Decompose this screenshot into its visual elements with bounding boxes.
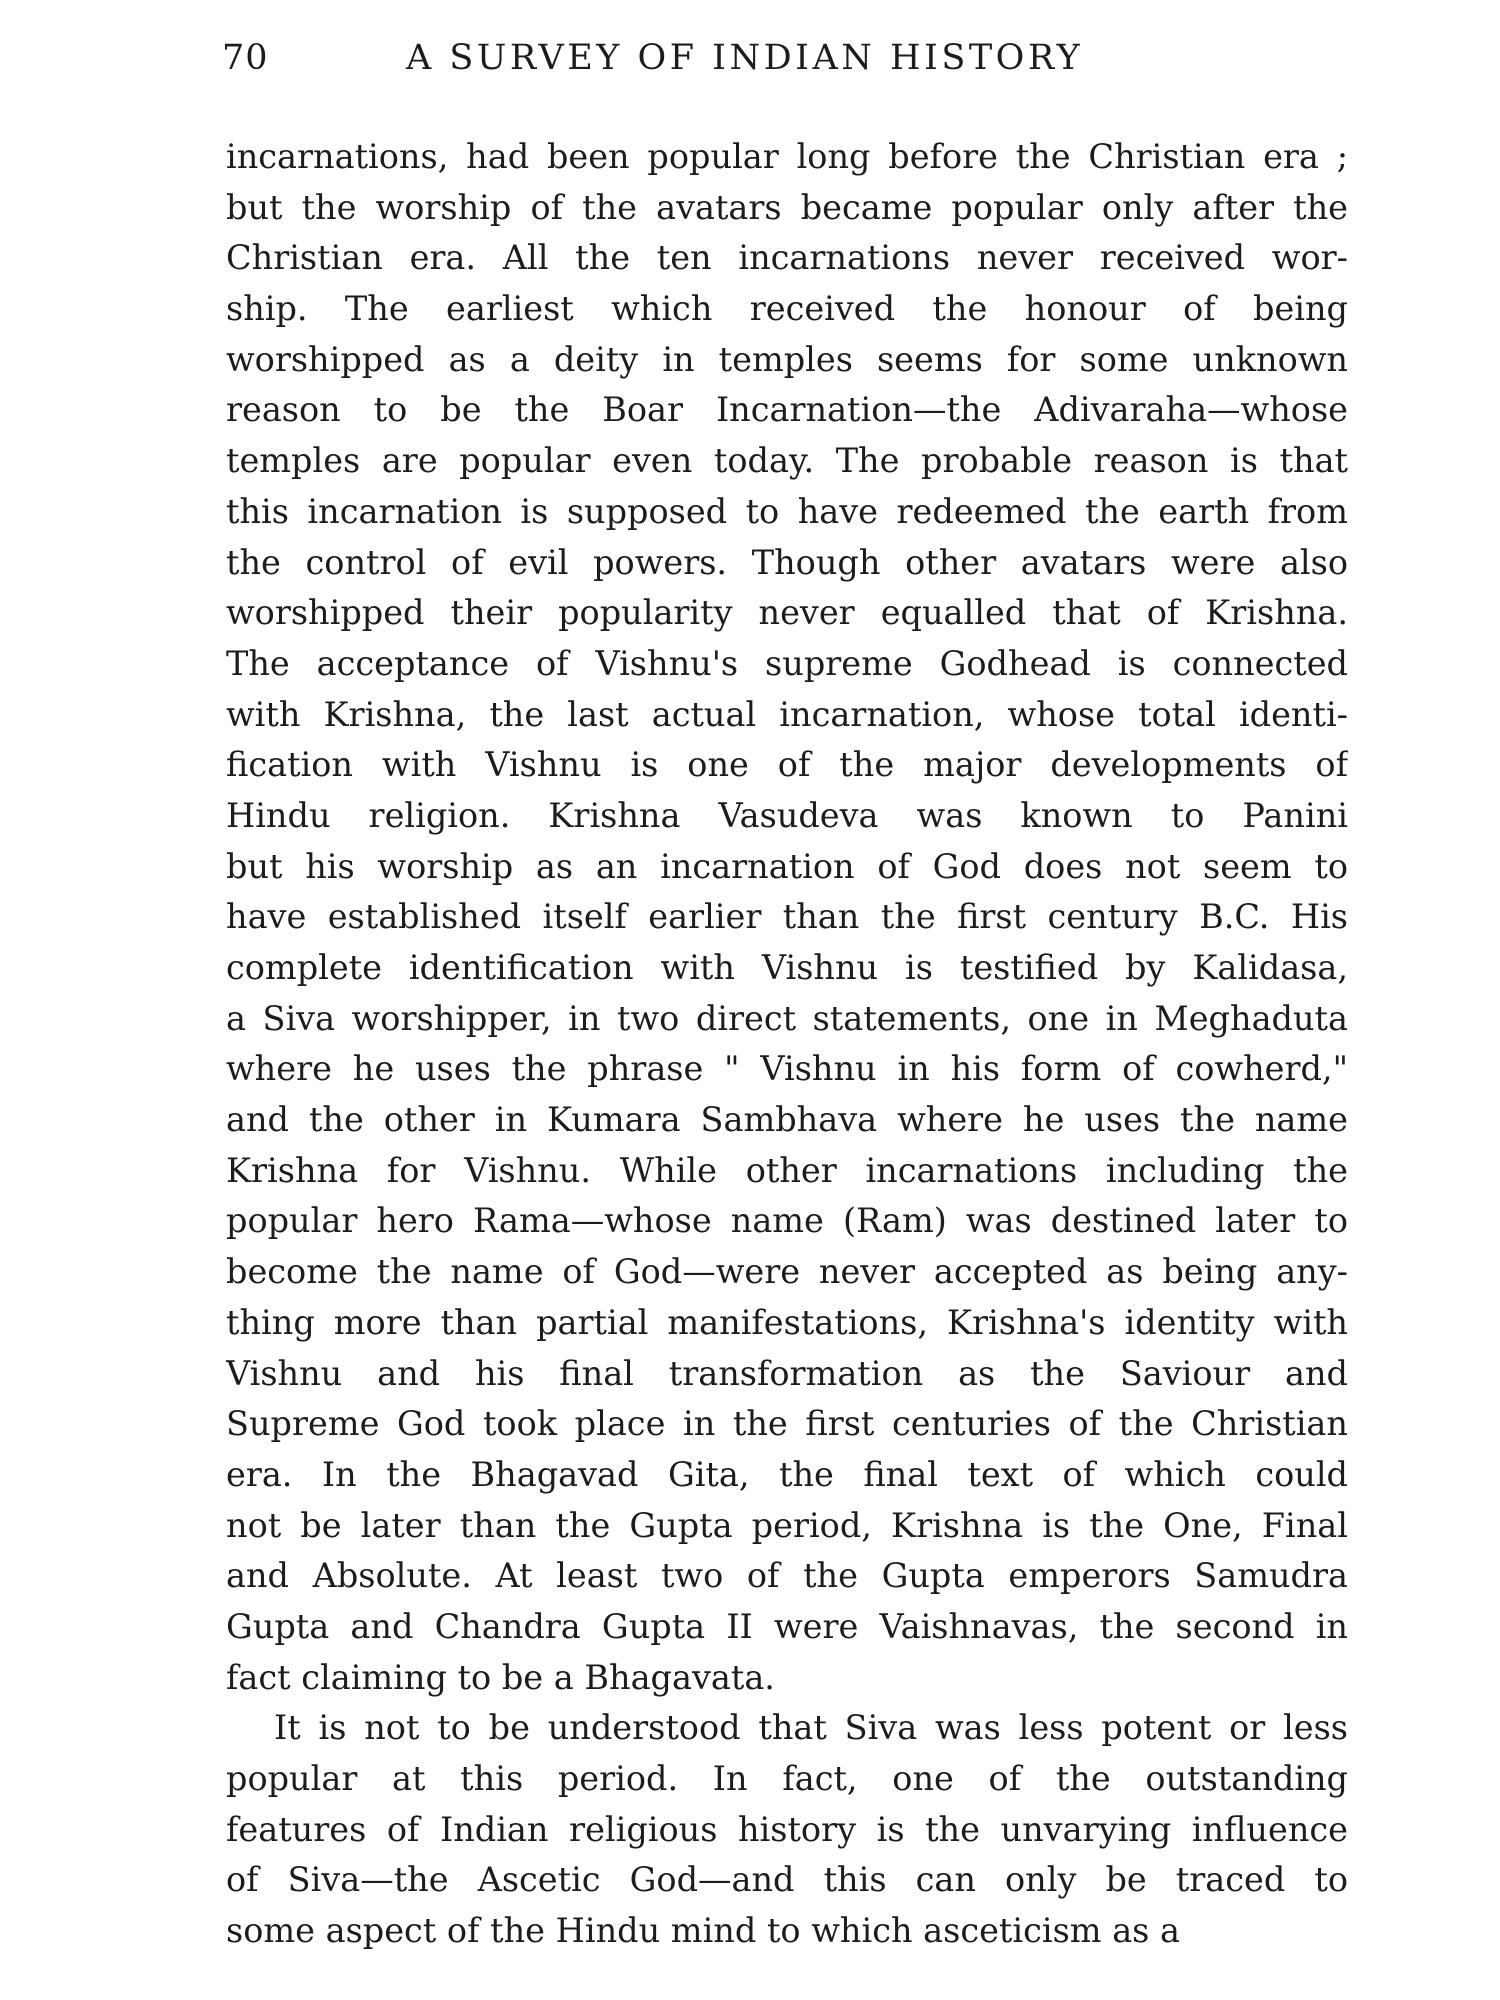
text-line: and Absolute. At least two of the Gupta emperors Samudra (226, 1556, 1348, 1596)
text-line: It is not to be understood that Siva was less potent or less (274, 1708, 1348, 1748)
paragraph-2 (226, 1703, 1348, 1956)
body-text (226, 132, 1348, 1957)
text-line: Vishnu and his final transformation as the Saviour and (226, 1353, 1348, 1393)
paragraph-1 (226, 132, 1348, 1703)
text-line: where he uses the phrase " Vishnu in his form of cowherd," (226, 1049, 1348, 1089)
text-line: thing more than partial manifestations, Krishna's identity with (226, 1302, 1348, 1342)
text-line: with Krishna, the last actual incarnation, whose total identi- (226, 694, 1348, 734)
page-number: 70 (222, 38, 269, 78)
text-line: the control of evil powers. Though other avatars were also (226, 542, 1348, 582)
text-line: a Siva worshipper, in two direct statements, one in Meghaduta (226, 998, 1348, 1038)
text-line: Krishna for Vishnu. While other incarnations including the (226, 1150, 1348, 1190)
text-line: but his worship as an incarnation of God does not seem to (226, 846, 1348, 886)
text-line: popular hero Rama—whose name (Ram) was destined later to (226, 1201, 1348, 1241)
text-line: and the other in Kumara Sambhava where he uses the name (226, 1100, 1348, 1140)
text-line: not be later than the Gupta period, Krishna is the One, Final (226, 1505, 1348, 1545)
text-line: reason to be the Boar Incarnation—the Adivaraha—whose (226, 390, 1348, 430)
running-head (222, 28, 1342, 88)
text-line: ship. The earliest which received the honour of being (226, 289, 1348, 329)
text-line: incarnations, had been popular long before the Christian era ; (226, 137, 1348, 176)
text-line: have established itself earlier than the first century B.C. His (226, 897, 1348, 937)
text-line: fication with Vishnu is one of the major developments of (226, 745, 1348, 785)
text-line: Christian era. All the ten incarnations never received wor- (226, 238, 1348, 278)
text-line: features of Indian religious history is the unvarying influence (226, 1809, 1348, 1849)
text-line: fact claiming to be a Bhagavata. (226, 1657, 775, 1697)
text-line: of Siva—the Ascetic God—and this can only be traced to (226, 1860, 1348, 1900)
text-line: some aspect of the Hindu mind to which asceticism as a (226, 1911, 1180, 1951)
text-line: Gupta and Chandra Gupta II were Vaishnavas, the second in (226, 1606, 1348, 1646)
text-line: become the name of God—were never accepted as being any- (226, 1252, 1348, 1292)
text-line: but the worship of the avatars became popular only after the (226, 187, 1348, 227)
text-line: The acceptance of Vishnu's supreme Godhead is connected (226, 643, 1348, 683)
text-line: Supreme God took place in the first centuries of the Christian (226, 1404, 1348, 1444)
text-line: worshipped as a deity in temples seems for some unknown (226, 339, 1348, 379)
text-line: temples are popular even today. The probable reason is that (226, 441, 1348, 481)
text-line: worshipped their popularity never equalled that of Krishna. (226, 593, 1348, 633)
text-line: era. In the Bhagavad Gita, the final text of which could (226, 1454, 1348, 1494)
text-line: Hindu religion. Krishna Vasudeva was known to Panini (226, 795, 1348, 835)
text-line: this incarnation is supposed to have redeemed the earth from (226, 491, 1348, 531)
text-line: popular at this period. In fact, one of the outstanding (226, 1759, 1348, 1798)
text-line: complete identification with Vishnu is testified by Kalidasa, (226, 948, 1348, 987)
book-title: A SURVEY OF INDIAN HISTORY (406, 38, 1084, 78)
